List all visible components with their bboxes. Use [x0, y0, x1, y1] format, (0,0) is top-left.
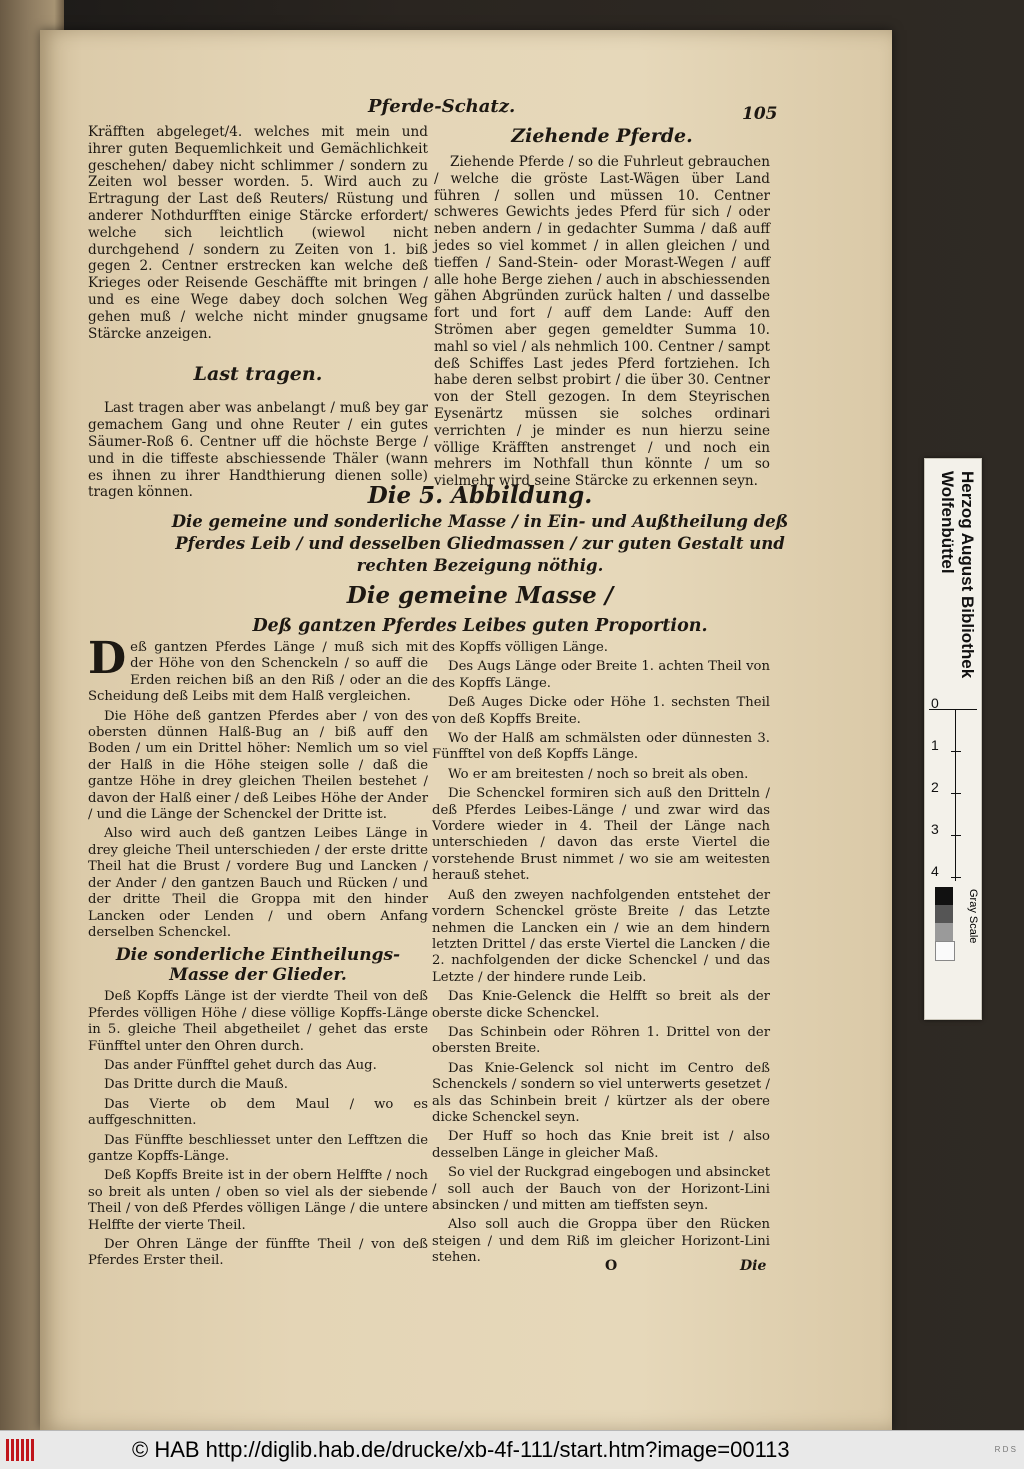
- paragraph: Also wird auch deß gantzen Leibes Länge in drey gleiche Theil unterschieden / der erste dritte Theil hat die Brust / vordere Bug und Lancken / der Ander / den gantzen Bauch und Rücken / und der dritte Theil die Groppa mit den hinder Lancken oder Lenden / und obern Anfang derselben Schenckel.: [88, 826, 428, 940]
- paragraph: Die Höhe deß gantzen Pferdes aber / von des obersten dünnen Halß-Bug an / biß auff den Boden / um ein Drittel höher: Nemlich um so viel der Halß in die Höhe steigen solle / daß die gantze Höhe in drey gleichen Theilen bestehet / davon der Halß einer / deß Leibes Höhe der Ander / und die Länge der Schenckel der Dritte ist.: [88, 708, 428, 823]
- ruler-number: 0: [931, 695, 939, 711]
- gray-patch: [935, 923, 953, 941]
- catchword: Die: [740, 1258, 767, 1274]
- gray-patch: [935, 905, 953, 923]
- ruler-tick: [951, 793, 961, 794]
- heading-ziehende-pferde: Ziehende Pferde.: [511, 125, 693, 147]
- paragraph: Wo der Halß am schmälsten oder dünnesten 3. Fünfftel von deß Kopffs Länge.: [432, 731, 770, 763]
- page-number: 105: [742, 104, 778, 124]
- running-head: Pferde-Schatz.: [368, 96, 516, 117]
- section-subtitle-1: Die gemeine und sonderliche Masse / in Ein- und Außtheilung deß: [171, 512, 789, 531]
- paragraph: Deß Kopffs Länge ist der vierdte Theil von deß Pferdes völligen Höhe / diese völlige Kopffs-Länge in 5. gleiche Theil abgetheilet / gehet das erste Fünfftel unter den Ohren durch.: [88, 989, 428, 1054]
- paragraph: Das Knie-Gelenck sol nicht im Centro deß Schenckels / sondern so viel unterwerts gesetzet / als das Schinbein breit / kürtzer als der obere dicke Schenckel seyn.: [432, 1060, 770, 1125]
- ruler-number: 3: [931, 821, 939, 837]
- paragraph: Auß den zweyen nachfolgenden entstehet der vordern Schenckel gröste Breite / das Letzte nehmen die Lancken ein / wie an dem hindern letzten Drittel / das erste Viertel die Lancken / die 2. nachfolgenden der dicke Schenckel / und das Letzte / der hindere runde Leib.: [432, 887, 770, 985]
- paragraph: eß gantzen Pferdes Länge / muß sich mit der Höhe von den Schenckeln / so auff die Erden reichen biß an den Riß / oder an die Scheidung deß Leibs mit dem Halß vergleichen.: [88, 640, 428, 705]
- ruler-tick: [951, 835, 961, 836]
- paragraph: Der Ohren Länge der fünffte Theil / von deß Pferdes Erster theil.: [88, 1237, 428, 1269]
- paragraph-ziehende-pferde: Ziehende Pferde / so die Fuhrleut gebrauchen / welche die gröste Last-Wägen über Land führen / sollen und müssen 10. Centner schweres Gewichts jedes Pferd für sich / oder neben andern / in gedachter Summa / daß auff jedes so viel kommet / in allen gleichen / und tieffen / Sand-Stein- oder Morast-Wegen / auff alle hohe Berge ziehen / auch in abschiessenden gähen Abgründen zurück halten / und dasselbe fort und fort / auff dem Lande: Auff den Strömen aber gegen gemeldter Summa 10. mahl so viel / als nehmlich 100. Centner / sampt deß Schiffes Last jedes Pferd fortziehen. Ich habe deren selbst probirt / die über 30. Centner von der Stell gezogen. In dem Steyrischen Eysenärtz müssen sie solches ordinari verrichten / je minder es nun hierzu seine völlige Kräfften anstrenget / und noch ein mehrers im Nothfall thun könnte / um so vielmehr wird seine Stärcke zu erkennen seyn.: [434, 154, 770, 490]
- paragraph: Deß Kopffs Breite ist in der obern Helffte / noch so breit als unten / oben so viel als der siebende Theil / von deß Pferdes völligen Länge / die untere Helffte der vierte Theil.: [88, 1168, 428, 1233]
- paragraph: Der Huff so hoch das Knie breit ist / also desselben Länge in gleicher Maß.: [432, 1129, 770, 1161]
- gray-patch: [935, 887, 953, 905]
- section-subtitle-3: rechten Bezeigung nöthig.: [356, 556, 604, 575]
- section-subtitle-2: Pferdes Leib / und desselben Gliedmassen / zur guten Gestalt und: [175, 534, 785, 553]
- paragraph: Das Schinbein oder Röhren 1. Drittel von der obersten Breite.: [432, 1024, 770, 1057]
- paragraph: Deß Auges Dicke oder Höhe 1. sechsten Theil von deß Kopffs Breite.: [432, 695, 770, 727]
- paragraph: Das Dritte durch die Mauß.: [104, 1077, 288, 1093]
- heading-eintheilung-1: Die sonderliche Eintheilungs-: [115, 945, 401, 966]
- ruler-library-name: Herzog August Bibliothek: [958, 471, 977, 679]
- footer-mark: R D S: [994, 1445, 1016, 1454]
- copyright-url[interactable]: © HAB http://diglib.hab.de/drucke/xb-4f-111/start.htm?image=00113: [132, 1437, 790, 1462]
- ruler-number: 1: [931, 737, 939, 753]
- paragraph: So viel der Ruckgrad eingebogen und absincket / soll auch der Bauch von der Horizont-Lini absincken / und mitten am tieffsten seyn.: [432, 1165, 770, 1213]
- right-column-body: [432, 640, 770, 1270]
- signature-mark: O: [605, 1258, 618, 1274]
- paragraph: Das Knie-Gelenck die Helfft so breit als der oberste dicke Schenckel.: [432, 989, 770, 1021]
- ruler-scale-axis: [955, 709, 956, 881]
- heading-last-tragen: Last tragen.: [193, 363, 323, 386]
- scale-ruler: [924, 458, 982, 1020]
- left-column-body: [88, 633, 428, 1273]
- paragraph: Das ander Fünfftel gehet durch das Aug.: [104, 1057, 377, 1073]
- heading-eintheilung-2: Masse der Glieder.: [169, 965, 347, 986]
- paragraph: Das Fünffte beschliesset unter den Lefftzen die gantze Kopffs-Länge.: [88, 1132, 428, 1164]
- section-title: Die 5. Abbildung.: [367, 482, 593, 509]
- heading-gemeine-masse: Die gemeine Masse /: [346, 582, 614, 609]
- footer-bar: [0, 1430, 1024, 1469]
- ruler-tick: [951, 751, 961, 752]
- paragraph: Des Augs Länge oder Breite 1. achten Theil von des Kopffs Länge.: [432, 659, 770, 691]
- hab-logo-icon: [6, 1439, 40, 1461]
- paragraph: Also soll auch die Groppa über den Rücken steigen / und dem Riß im gleicher Horizont-Lini stehen.: [432, 1217, 770, 1266]
- ruler-tick: [951, 877, 961, 878]
- heading-proportion: Deß gantzen Pferdes Leibes guten Proportion.: [252, 616, 708, 636]
- paragraph-last-tragen: Last tragen aber was anbelangt / muß bey gar gemachem Gang und ohne Reuter / ein gutes Säumer-Roß 6. Centner uff die höchste Berge / und in die tiffeste abschiessende Thäler (wann es ihnen zu ihrer Handthierung dienen solle) tragen können.: [88, 400, 428, 501]
- paragraph: Die Schenckel formiren sich auß den Dritteln / deß Pferdes Leibes-Länge / und zwar wird das Vordere wieder in 4. Theil der Länge nach unterschieden / davon das erste Viertel die vorstehende Brust nimmet / wo sie am weitesten herauß stehet.: [432, 786, 770, 884]
- right-column-top: [434, 124, 770, 493]
- left-column-top: [88, 124, 428, 504]
- paragraph: Wo er am breitesten / noch so breit als oben.: [448, 766, 749, 782]
- ruler-number: 2: [931, 779, 939, 795]
- paragraph: Das Vierte ob dem Maul / wo es auffgeschnitten.: [88, 1096, 428, 1129]
- ruler-city: Wolfenbüttel: [938, 471, 957, 574]
- paragraph: Kräfften abgeleget/4. welches mit mein und ihrer guten Bequemlichkeit und Gemächlichkeit geschehen/ dabey nicht schlimmer / sondern zu Zeiten wol besser worden. 5. Wird auch zu Ertragung der Last deß Reuters/ Rüstung und anderer Nothdurfften einige Stärcke erfordert/ welche sich leichtlich (wiewol nicht durchgehend / sondern zu Zeiten von 1. biß gegen 2. Centner erstrecken kan welche deß Krieges oder Reisende Geschäffte mit bringen / und es eine Wege dabey doch solchen Weg gehen muß / welche nicht minder gnugsame Stärcke anzeigen.: [88, 124, 428, 342]
- gray-scale-label: Gray Scale: [967, 889, 979, 944]
- ruler-number: 4: [931, 863, 939, 879]
- paragraph: des Kopffs völligen Länge.: [432, 640, 608, 655]
- drop-cap: D: [88, 633, 127, 684]
- book-page: [40, 30, 892, 1430]
- gray-patch: [935, 941, 955, 961]
